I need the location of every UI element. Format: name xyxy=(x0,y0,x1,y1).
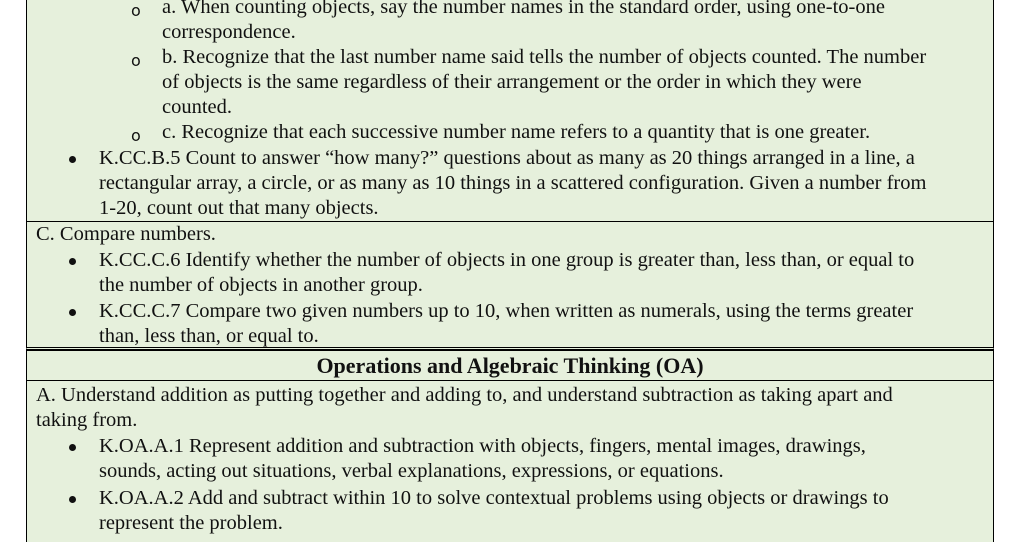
domain-heading-cell xyxy=(26,350,994,381)
sub-bullet-b-marker: o xyxy=(131,51,141,70)
bullet-dot-icon xyxy=(69,444,76,451)
standard-kccb5-line-1: K.CC.B.5 Count to answer “how many?” questions about as many as 20 things arranged in a line, a xyxy=(99,147,915,169)
standards-table xyxy=(26,0,994,542)
compare-numbers-cell xyxy=(26,222,994,350)
standard-koaa1-line-1: K.OA.A.1 Represent addition and subtraction with objects, fingers, mental images, drawings, xyxy=(99,435,866,457)
standard-kccb5-line-2: rectangular array, a circle, or as many as 10 things in a scattered configuration. Given a number from xyxy=(99,172,927,194)
standard-text-b-line-3: counted. xyxy=(162,96,233,118)
standard-text-b-line-1: b. Recognize that the last number name said tells the number of objects counted. The number xyxy=(162,46,927,68)
standard-text-a-line-1: a. When counting objects, say the number names in the standard order, using one-to-one xyxy=(162,0,885,18)
cluster-heading-oa-line-1: A. Understand addition as putting together and adding to, and understand subtraction as taking apart and xyxy=(36,384,893,406)
standard-kccc7-line-2: than, less than, or equal to. xyxy=(99,325,319,347)
standard-kccc6-line-1: K.CC.C.6 Identify whether the number of objects in one group is greater than, less than, or equal to xyxy=(99,249,915,271)
cluster-heading-compare: C. Compare numbers. xyxy=(36,223,216,245)
operations-algebraic-cell xyxy=(26,381,994,542)
standard-koaa1-line-2: sounds, acting out situations, verbal explanations, expressions, or equations. xyxy=(99,460,724,482)
standard-text-a-line-2: correspondence. xyxy=(162,21,296,43)
sub-bullet-a-marker: o xyxy=(131,1,141,20)
domain-heading: Operations and Algebraic Thinking (OA) xyxy=(316,353,704,378)
cluster-heading-oa-line-2: taking from. xyxy=(36,409,138,431)
standard-koaa2-line-1: K.OA.A.2 Add and subtract within 10 to solve contextual problems using objects or drawings to xyxy=(99,487,889,509)
standard-koaa2-line-2: represent the problem. xyxy=(99,512,283,534)
standard-text-b-line-2: of objects is the same regardless of their arrangement or the order in which they were xyxy=(162,71,862,93)
standard-kccc6-line-2: the number of objects in another group. xyxy=(99,274,423,296)
bullet-dot-icon xyxy=(69,309,76,316)
standard-kccb5-line-3: 1-20, count out that many objects. xyxy=(99,197,379,219)
sub-bullet-c-marker: o xyxy=(131,126,141,145)
standard-text-c-line-1: c. Recognize that each successive number name refers to a quantity that is one greater. xyxy=(162,121,871,143)
standard-kccc7-line-1: K.CC.C.7 Compare two given numbers up to 10, when written as numerals, using the terms greater xyxy=(99,300,914,322)
bullet-dot-icon xyxy=(69,258,76,265)
bullet-dot-icon xyxy=(69,156,76,163)
counting-cardinality-cell xyxy=(26,0,994,222)
bullet-dot-icon xyxy=(69,496,76,503)
